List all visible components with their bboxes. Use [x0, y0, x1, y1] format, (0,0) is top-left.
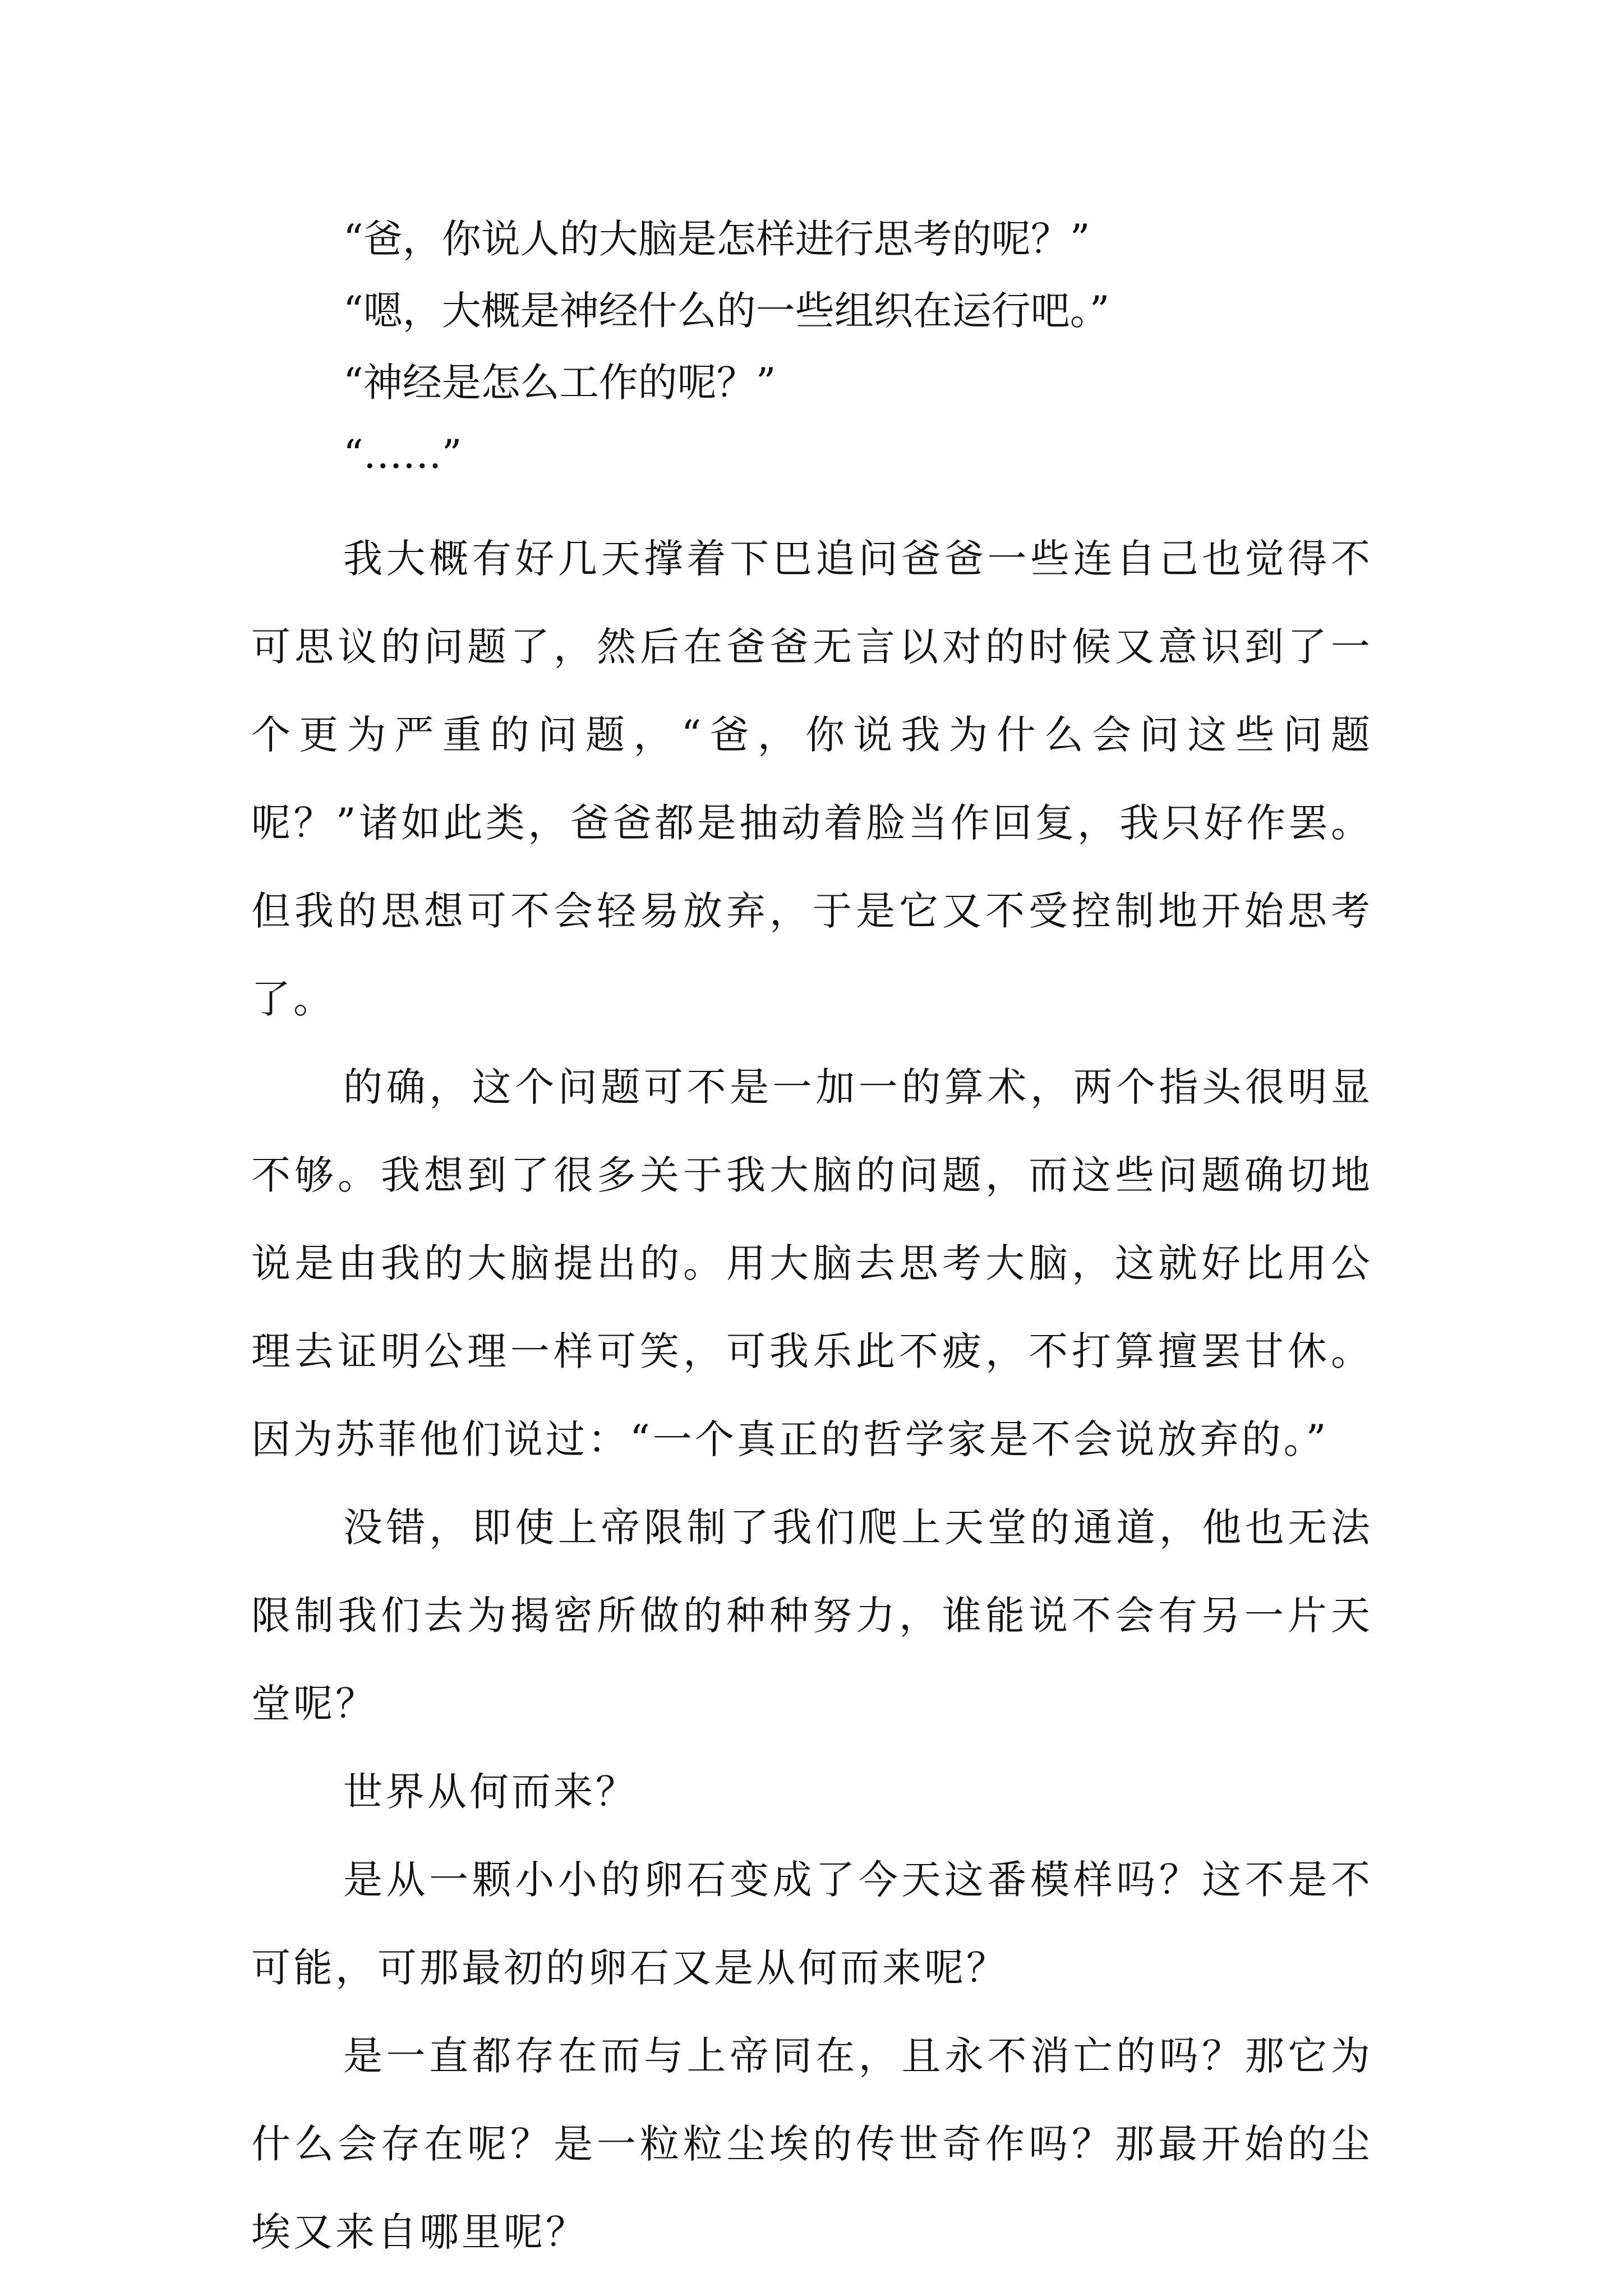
dialog-line: “嗯，大概是神经什么的一些组织在运行吧。”	[343, 288, 1110, 334]
dialog-line: “神经是怎么工作的呢？”	[343, 360, 776, 406]
paragraph: 世界从何而来？	[343, 1769, 638, 1815]
document-body	[251, 203, 1373, 2276]
dialog-line: “爸，你说人的大脑是怎样进行思考的呢？”	[343, 216, 1090, 262]
paragraph: 是一直都存在而与上帝同在，且永不消亡的吗？那它为什么会存在呢？是一粒粒尘埃的传世奇作吗？那最开始的尘埃又来自哪里呢？	[251, 2033, 1373, 2255]
paragraph: 我大概有好几天撑着下巴追问爸爸一些连自己也觉得不可思议的问题了，然后在爸爸无言以对的时候又意识到了一个更为严重的问题，“爸，你说我为什么会问这些问题呢？”诸如此类，爸爸都是抽动着脸当作回复，我只好作罢。但我的思想可不会轻易放弃，于是它又不受控制地开始思考了。	[251, 536, 1373, 1022]
paragraph: 的确，这个问题可不是一加一的算术，两个指头很明显不够。我想到了很多关于我大脑的问题，而这些问题确切地说是由我的大脑提出的。用大脑去思考大脑，这就好比用公理去证明公理一样可笑，可我乐此不疲，不打算擅罢甘休。因为苏菲他们说过：“一个真正的哲学家是不会说放弃的。”	[251, 1064, 1373, 1462]
dialog-line: “……”	[343, 431, 462, 477]
paragraph: 没错，即使上帝限制了我们爬上天堂的通道，他也无法限制我们去为揭密所做的种种努力，谁能说不会有另一片天堂呢？	[251, 1504, 1373, 1727]
paragraph: 是从一颗小小的卵石变成了今天这番模样吗？这不是不可能，可那最初的卵石又是从何而来呢？	[251, 1857, 1373, 1991]
